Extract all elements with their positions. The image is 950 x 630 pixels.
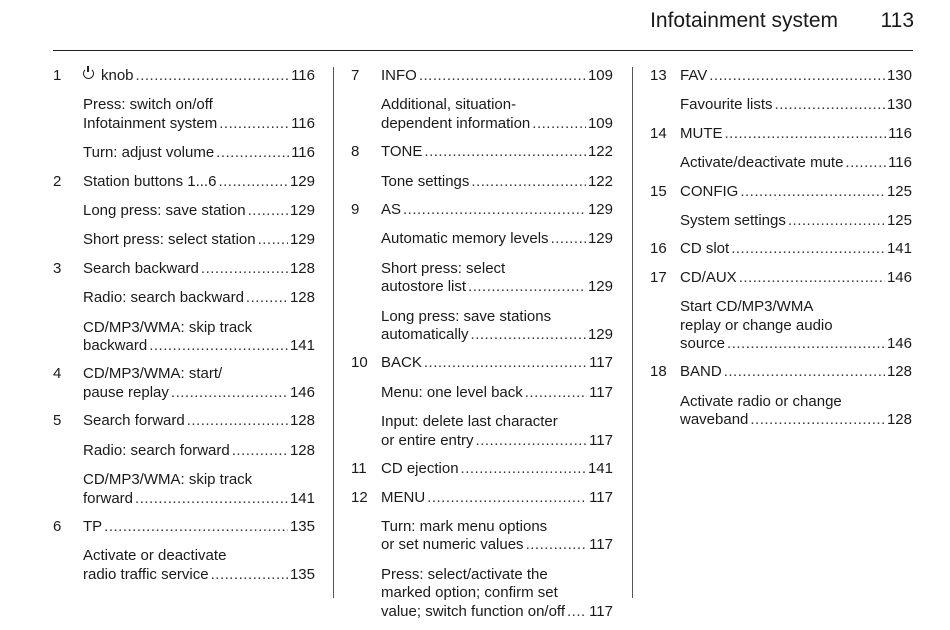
entry-label: automatically (381, 326, 469, 344)
entry-line (83, 115, 315, 133)
sub-entry (83, 191, 315, 220)
entry-line (381, 162, 613, 191)
entry-label: marked option; confirm set (381, 584, 558, 602)
leader-dots (461, 460, 586, 478)
entry-label: Search backward (83, 259, 199, 277)
leader-dots (248, 202, 288, 220)
sub-entry (381, 219, 613, 248)
leader-dots (232, 442, 288, 460)
entry-label: Favourite lists (680, 96, 773, 114)
leader-dots (526, 536, 588, 554)
sub-entry (83, 220, 315, 249)
page-ref: 129 (587, 201, 613, 219)
index-item (351, 456, 613, 478)
entry-line (381, 219, 613, 248)
entry-label: Station buttons 1...6 (83, 172, 217, 190)
entry-line (83, 191, 315, 220)
entry-label: BACK (381, 354, 422, 372)
entry-line (381, 507, 613, 536)
leader-dots (424, 143, 586, 161)
entry-line (680, 287, 912, 316)
header-divider (53, 50, 913, 51)
entry-label: dependent information (381, 114, 531, 132)
index-column-2 (351, 63, 613, 621)
entry-line (83, 337, 315, 355)
entry-line (680, 236, 912, 258)
entry-line (680, 85, 912, 114)
entry-line (83, 220, 315, 249)
entry-label: Search forward (83, 412, 185, 430)
leader-dots (246, 289, 288, 307)
index-item (53, 169, 315, 250)
entry-label: Menu: one level back (381, 383, 523, 401)
item-number: 11 (351, 460, 367, 478)
item-number: 13 (650, 67, 667, 84)
entry-label: MUTE (680, 124, 723, 142)
leader-dots (216, 144, 289, 162)
index-item (650, 179, 912, 231)
sub-entry (381, 85, 613, 133)
leader-dots (725, 125, 887, 143)
entry-line (381, 278, 613, 296)
page-ref: 141 (886, 240, 912, 258)
index-item (650, 63, 912, 115)
item-number: 2 (53, 172, 62, 190)
entry-label: MENU (381, 488, 426, 506)
sub-entry (680, 143, 912, 172)
page-ref: 122 (587, 172, 613, 190)
sub-entry (83, 133, 315, 162)
entry-label: Activate radio or change (680, 392, 842, 410)
entry-label: Short press: select (381, 259, 506, 277)
entry-label: Turn: mark menu options (381, 517, 548, 535)
entry-label: Press: switch on/off (83, 96, 213, 114)
leader-dots (187, 412, 288, 430)
leader-dots (739, 269, 885, 287)
entry-label: source (680, 335, 726, 353)
entry-label: Start CD/MP3/WMA (680, 298, 814, 316)
entry-line (83, 361, 315, 383)
index-column-1 (53, 63, 315, 584)
sub-entry (381, 297, 613, 345)
page-ref: 128 (289, 441, 315, 459)
entry-label: forward (83, 489, 134, 507)
page-number: 113 (880, 9, 914, 32)
leader-dots (709, 67, 885, 85)
index-item (351, 63, 613, 133)
entry-label: Infotainment system (83, 114, 218, 132)
entry-line (83, 308, 315, 337)
leader-dots (104, 518, 288, 536)
page-ref: 122 (587, 143, 613, 161)
item-number: 17 (650, 268, 667, 286)
leader-dots (135, 490, 288, 508)
entry-label: INFO (381, 67, 417, 84)
leader-dots (788, 212, 885, 230)
entry-line (381, 555, 613, 584)
page-ref: 141 (289, 489, 315, 507)
sub-entry (83, 460, 315, 508)
entry-label: System settings (680, 212, 786, 230)
index-column-3 (650, 63, 912, 430)
page-ref: 128 (886, 363, 912, 381)
page-ref: 116 (888, 154, 912, 172)
index-item (650, 265, 912, 354)
entry-line (680, 201, 912, 230)
item-number: 15 (650, 182, 667, 200)
leader-dots (567, 603, 587, 621)
page-ref: 117 (589, 354, 613, 372)
entry-line (83, 431, 315, 460)
entry-line (381, 139, 613, 161)
entry-line (83, 278, 315, 307)
entry-label: Radio: search forward (83, 441, 230, 459)
index-item (650, 359, 912, 429)
page-ref: 129 (289, 231, 315, 249)
entry-line (83, 536, 315, 565)
sub-entry (381, 555, 613, 621)
page-title: Infotainment system (650, 9, 838, 32)
page-ref: 117 (589, 488, 613, 506)
entry-label: Activate/deactivate mute (680, 154, 844, 172)
leader-dots (419, 67, 586, 85)
page-ref: 128 (886, 411, 912, 429)
page-ref: 116 (888, 124, 912, 142)
entry-label: Long press: save station (83, 202, 246, 220)
entry-label: AS (381, 201, 402, 219)
entry-line (680, 411, 912, 429)
entry-line (381, 584, 613, 602)
leader-dots (471, 173, 586, 191)
entry-label: CD ejection (381, 460, 459, 478)
page-ref: 128 (289, 259, 315, 277)
entry-line (83, 85, 315, 114)
leader-dots (724, 363, 885, 381)
page-ref: 129 (289, 172, 315, 190)
entry-line (381, 115, 613, 133)
entry-label: radio traffic service (83, 565, 209, 583)
page-ref: 125 (886, 212, 912, 230)
page-ref: 117 (589, 536, 613, 554)
leader-dots (403, 201, 586, 219)
entry-label: Activate or deactivate (83, 547, 227, 565)
column-divider (632, 67, 633, 598)
sub-entry (83, 85, 315, 133)
entry-line (381, 350, 613, 372)
entry-label: knob (101, 67, 134, 84)
entry-label: CD/MP3/WMA: start/ (83, 365, 223, 383)
page-ref: 130 (886, 67, 912, 84)
entry-line (83, 514, 315, 536)
entry-line (83, 460, 315, 489)
sub-entry (680, 287, 912, 353)
entry-label: Press: select/activate the (381, 565, 548, 583)
power-knob-icon (83, 68, 94, 79)
entry-label: autostore list (381, 278, 467, 296)
leader-dots (149, 337, 288, 355)
entry-label: Input: delete last character (381, 413, 558, 431)
index-item (53, 63, 315, 163)
sub-entry (83, 536, 315, 584)
entry-label: Tone settings (381, 172, 470, 190)
entry-label: CD slot (680, 240, 730, 258)
leader-dots (136, 67, 290, 85)
leader-dots (727, 335, 885, 353)
index-item (53, 256, 315, 356)
index-item (351, 139, 613, 191)
sub-entry (381, 507, 613, 555)
item-number: 14 (650, 124, 667, 142)
page-ref: 117 (589, 383, 613, 401)
entry-label: TP (83, 517, 103, 535)
entry-line (680, 143, 912, 172)
entry-line (680, 359, 912, 381)
entry-line (381, 326, 613, 344)
page-ref: 135 (289, 565, 315, 583)
entry-label: waveband (680, 411, 749, 429)
page-ref: 130 (886, 96, 912, 114)
page-ref: 129 (587, 230, 613, 248)
page-ref: 135 (289, 517, 315, 535)
leader-dots (525, 384, 587, 402)
entry-label: backward (83, 337, 148, 355)
entry-line (680, 63, 912, 85)
item-number: 3 (53, 259, 62, 277)
entry-line (83, 408, 315, 430)
sub-entry (680, 85, 912, 114)
entry-label: Additional, situation- (381, 96, 517, 114)
entry-label: TONE (381, 143, 423, 161)
entry-label: Short press: select station (83, 231, 256, 249)
leader-dots (731, 240, 885, 258)
leader-dots (424, 354, 587, 372)
entry-line (680, 179, 912, 201)
page-ref: 117 (589, 602, 613, 620)
entry-label: CD/AUX (680, 268, 737, 286)
entry-label: or entire entry (381, 431, 474, 449)
index-item (650, 121, 912, 173)
item-number: 4 (53, 365, 62, 383)
entry-line (680, 317, 912, 335)
entry-label: Long press: save stations (381, 307, 552, 325)
entry-line (381, 432, 613, 450)
index-item (53, 361, 315, 402)
sub-entry (83, 431, 315, 460)
entry-line (680, 335, 912, 353)
entry-label: CONFIG (680, 182, 739, 200)
sub-entry (680, 201, 912, 230)
column-divider (333, 67, 334, 598)
page-ref: 116 (291, 144, 315, 162)
leader-dots (201, 260, 288, 278)
leader-dots (468, 278, 586, 296)
entry-line (381, 373, 613, 402)
entry-line (381, 63, 613, 85)
page-ref: 128 (289, 412, 315, 430)
item-number: 16 (650, 240, 667, 258)
entry-line (381, 297, 613, 326)
leader-dots (471, 326, 586, 344)
index-item (351, 350, 613, 450)
page-ref: 128 (289, 289, 315, 307)
entry-label: Radio: search backward (83, 289, 244, 307)
leader-dots (258, 231, 288, 249)
entry-label: value; switch function on/off (381, 602, 565, 620)
item-number: 12 (351, 488, 368, 506)
sub-entry (680, 382, 912, 430)
page-ref: 109 (587, 114, 613, 132)
entry-line (83, 566, 315, 584)
index-item (53, 514, 315, 584)
entry-label: CD/MP3/WMA: skip track (83, 318, 253, 336)
item-number: 7 (351, 67, 360, 84)
entry-line (83, 63, 315, 85)
page-ref: 146 (886, 268, 912, 286)
page-ref: 117 (589, 431, 613, 449)
page-ref: 129 (289, 202, 315, 220)
entry-line (381, 85, 613, 114)
item-number: 5 (53, 412, 62, 430)
entry-line (381, 536, 613, 554)
entry-line (83, 256, 315, 278)
entry-label: replay or change audio (680, 316, 833, 334)
page-ref: 116 (291, 67, 315, 84)
entry-label: pause replay (83, 383, 169, 401)
leader-dots (740, 183, 885, 201)
leader-dots (427, 489, 587, 507)
entry-line (381, 249, 613, 278)
entry-line (680, 382, 912, 411)
entry-line (83, 169, 315, 191)
index-item (351, 485, 613, 621)
item-number: 1 (53, 67, 62, 84)
entry-label: Automatic memory levels (381, 230, 549, 248)
item-number: 6 (53, 517, 62, 535)
leader-dots (845, 154, 886, 172)
leader-dots (775, 96, 885, 114)
entry-line (680, 265, 912, 287)
page-ref: 141 (289, 337, 315, 355)
page-ref: 146 (886, 335, 912, 353)
page-ref: 125 (886, 182, 912, 200)
leader-dots (219, 115, 289, 133)
index-item (53, 408, 315, 508)
entry-line (381, 603, 613, 621)
leader-dots (476, 432, 588, 450)
page-ref: 146 (289, 383, 315, 401)
entry-label: FAV (680, 67, 708, 84)
entry-line (83, 384, 315, 402)
page-ref: 109 (587, 67, 613, 84)
item-number: 8 (351, 143, 360, 161)
index-item (650, 236, 912, 258)
page-ref: 141 (587, 460, 613, 478)
entry-line (381, 402, 613, 431)
leader-dots (211, 566, 288, 584)
leader-dots (532, 115, 586, 133)
sub-entry (381, 162, 613, 191)
entry-line (680, 121, 912, 143)
entry-label: CD/MP3/WMA: skip track (83, 471, 253, 489)
entry-line (83, 490, 315, 508)
item-number: 18 (650, 363, 667, 381)
entry-line (381, 197, 613, 219)
page-ref: 129 (587, 326, 613, 344)
leader-dots (750, 411, 885, 429)
sub-entry (83, 278, 315, 307)
page-ref: 129 (587, 278, 613, 296)
sub-entry (381, 249, 613, 297)
sub-entry (381, 373, 613, 402)
entry-line (381, 485, 613, 507)
entry-label: or set numeric values (381, 536, 524, 554)
index-item (351, 197, 613, 344)
leader-dots (171, 384, 288, 402)
entry-label: BAND (680, 363, 722, 381)
page-ref: 116 (291, 114, 315, 132)
item-number: 9 (351, 201, 360, 219)
item-number: 10 (351, 354, 368, 372)
entry-line (83, 133, 315, 162)
leader-dots (218, 173, 288, 191)
leader-dots (551, 230, 586, 248)
sub-entry (381, 402, 613, 450)
entry-label: Turn: adjust volume (83, 144, 215, 162)
entry-line (381, 456, 613, 478)
sub-entry (83, 308, 315, 356)
